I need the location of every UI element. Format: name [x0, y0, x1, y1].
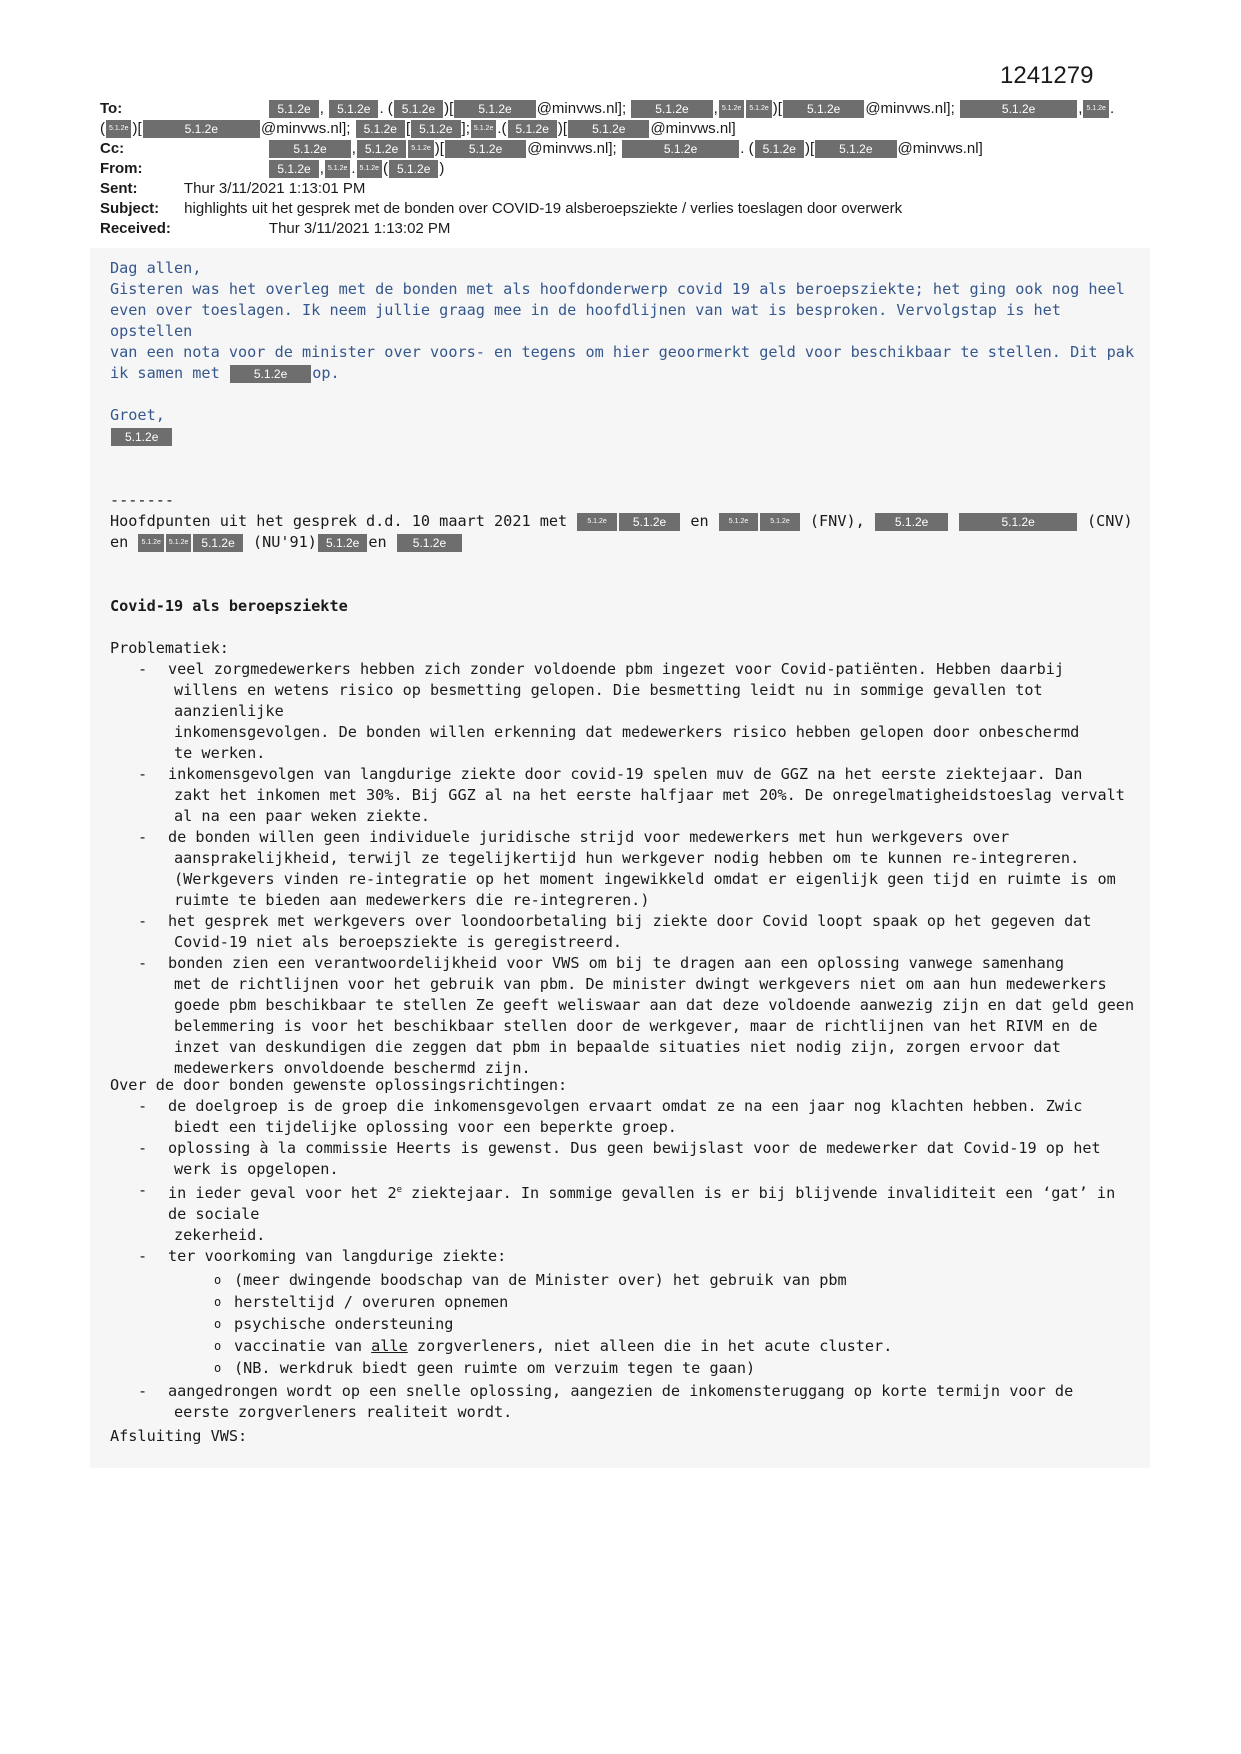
list-item: - in ieder geval voor het 2e ziektejaar. In sommige gevallen is er bij blijvende invaliditeit een ‘gat’ in de sociale zekerheid. [168, 1180, 1140, 1246]
problematiek-label: Problematiek: [110, 639, 229, 657]
sub-list-item: o (NB. werkdruk biedt geen ruimte om verzuim tegen te gaan) [234, 1357, 1140, 1379]
to-line-continued: ( 5.1.2e )[ 5.1.2e @minvws.nl]; 5.1.2e [ 5.1.2e ]; 5.1.2e .( 5.1.2e )[ 5.1.2e @minvws.nl] [100, 120, 736, 137]
hoofdpunten-text: en [690, 512, 709, 530]
intro-line: Gisteren was het overleg met de bonden met als hoofdonderwerp covid 19 als beroepsziekte; het ging ook nog heel [110, 280, 1125, 298]
separator: ------- [110, 491, 175, 509]
redaction: 5.1.2e [193, 534, 242, 552]
hoofdpunten-line [110, 532, 1140, 553]
redaction: 5.1.2e [357, 140, 406, 158]
to-line: To: 5.1.2e , 5.1.2e . ( 5.1.2e )[ 5.1.2e @minvws.nl]; 5.1.2e , 5.1.2e 5.1.2e )[ 5.1.2e @minvws.nl]; 5.1.2e , 5.1.2e . [100, 100, 1115, 117]
redaction: 5.1.2e [783, 100, 864, 118]
redaction: 5.1.2e [269, 140, 350, 158]
redaction: 5.1.2e [394, 100, 443, 118]
intro-text: op. [312, 364, 340, 382]
hoofdpunten-text: Hoofdpunten uit het gesprek d.d. 10 maart 2021 met [110, 512, 568, 530]
hoofdpunten-text: (FNV), [809, 512, 865, 530]
hoofdpunten-line [110, 511, 1140, 532]
hoofdpunten-text: en [368, 533, 387, 551]
redaction: 5.1.2e [411, 120, 460, 138]
list-item: - bonden zien een verantwoordelijkheid voor VWS om bij te dragen aan een oplossing vanwege samenhang met de richtlijnen voor het gebruik van pbm. De minister dwingt werkgevers niet om aan hun medewerkers goede pbm beschikbaar te stellen Ze geeft weliswaar aan dat deze voldoende aanwezig zijn en dat geld geen belemmering is voor het beschikbaar stellen door de werkgever, maar de richtlijnen van het RIVM en de inzet van deskundigen die zeggen dat pbm in bepaalde situaties niet nodig zijn, zorgen ervoor dat medewerkers onvoldoende beschermd zijn. [168, 953, 1140, 1079]
list-item: - oplossing à la commissie Heerts is gewenst. Dus geen bewijslast voor de medewerker dat Covid-19 op het werk is opgelopen. [168, 1138, 1140, 1180]
list-item: - het gesprek met werkgevers over loondoorbetaling bij ziekte door Covid loopt spaak op het gegeven dat Covid-19 niet als beroepsziekte is geregistreerd. [168, 911, 1140, 953]
received-label: Received: [100, 220, 171, 237]
sent-label: Sent: [100, 180, 138, 197]
email-domain: @minvws.nl] [897, 140, 983, 157]
email-domain: @minvws.nl]; [527, 140, 617, 157]
intro-line [110, 363, 1140, 384]
sent-value: Thur 3/11/2021 1:13:01 PM [183, 180, 366, 197]
redaction: 5.1.2e [356, 120, 405, 138]
redaction: 5.1.2e [166, 534, 191, 552]
closing: Groet, [110, 406, 165, 424]
list-item: - inkomensgevolgen van langdurige ziekte door covid-19 spelen muv de GGZ na het eerste ziektejaar. Dan zakt het inkomen met 30%. Bij GGZ al na het eerste halfjaar met 20%. De onregelmatigheidstoeslag vervalt al na een paar weken ziekte. [168, 764, 1140, 827]
redaction: 5.1.2e [325, 160, 350, 178]
redaction: 5.1.2e [622, 140, 739, 158]
hoofdpunten-text: (NU'91) [252, 533, 317, 551]
redaction: 5.1.2e [875, 513, 948, 531]
redaction: 5.1.2e [755, 140, 804, 158]
redaction: 5.1.2e [111, 428, 172, 446]
redaction: 5.1.2e [815, 140, 896, 158]
redaction: 5.1.2e [631, 100, 712, 118]
redaction: 5.1.2e [508, 120, 557, 138]
redaction: 5.1.2e [269, 100, 318, 118]
list-item: - de bonden willen geen individuele juridische strijd voor medewerkers met hun werkgevers over aansprakelijkheid, terwijl ze tegelijkertijd hun werkgever nodig hebben om te kunnen re-integreren. (Werkgevers vinden re-integratie op het moment ingewikkeld omdat er eigenlijk geen tijd en ruimte is om ruimte te bieden aan medewerkers die re-integreren.) [168, 827, 1140, 911]
redaction: 5.1.2e [397, 534, 462, 552]
redaction: 5.1.2e [445, 140, 526, 158]
received-line [100, 220, 450, 237]
cc-label: Cc: [100, 140, 125, 157]
redaction: 5.1.2e [357, 160, 382, 178]
intro-text: ik samen met [110, 364, 220, 382]
cc-line: Cc: 5.1.2e , 5.1.2e 5.1.2e )[ 5.1.2e @minvws.nl]; 5.1.2e . ( 5.1.2e )[ 5.1.2e @minvws.nl] [100, 140, 983, 157]
email-domain: @minvws.nl] [650, 120, 736, 137]
sub-list-item: o hersteltijd / overuren opnemen [234, 1291, 1140, 1313]
intro-block [110, 258, 1140, 447]
redaction: 5.1.2e [329, 100, 378, 118]
document-number: 1241279 [1000, 62, 1094, 89]
redaction: 5.1.2e [960, 100, 1077, 118]
hoofdpunten-block [110, 490, 1140, 553]
redaction: 5.1.2e [143, 120, 260, 138]
greeting: Dag allen, [110, 259, 202, 277]
subject-value: highlights uit het gesprek met de bonden over COVID-19 alsberoepsziekte / verlies toeslagen door overwerk [184, 200, 903, 217]
redaction: 5.1.2e [568, 120, 649, 138]
email-domain: @minvws.nl]; [261, 120, 351, 137]
sub-list [168, 1269, 1140, 1379]
redaction: 5.1.2e [959, 513, 1076, 531]
from-label: From: [100, 160, 143, 177]
to-label: To: [100, 100, 123, 117]
oplossingen-list [110, 1096, 1140, 1423]
problematiek-block [110, 638, 1140, 1079]
sub-list-item: o (meer dwingende boodschap van de Minister over) het gebruik van pbm [234, 1269, 1140, 1291]
intro-line: van een nota voor de minister over voors- en tegens om hier geoormerkt geld voor beschikbaar te stellen. Dit pak [110, 343, 1135, 361]
redaction: 5.1.2e [577, 513, 616, 531]
hoofdpunten-text: en [110, 533, 129, 551]
problematiek-list [110, 659, 1140, 1079]
list-item: - ter voorkoming van langdurige ziekte: o (meer dwingende boodschap van de Minister over) het gebruik van pbm o hersteltijd / overuren opnemen o psychische ondersteuning o vaccinatie van alle zorgverleners, niet alleen die in het acute cluster. o (NB. werkdruk biedt geen ruimte om verzuim tegen te gaan) [168, 1246, 1140, 1379]
received-value: Thur 3/11/2021 1:13:02 PM [268, 220, 451, 237]
redaction: 5.1.2e [746, 100, 771, 118]
oplossingen-label: Over de door bonden gewenste oplossingsrichtingen: [110, 1076, 568, 1094]
list-item: - de doelgroep is de groep die inkomensgevolgen ervaart omdat ze na een jaar nog klachten hebben. Zwic biedt een tijdelijke oplossing voor een beperkte groep. [168, 1096, 1140, 1138]
redaction: 5.1.2e [719, 513, 758, 531]
subject-line [100, 200, 902, 217]
from-line: From: 5.1.2e , 5.1.2e . 5.1.2e ( 5.1.2e ) [100, 160, 445, 177]
redaction: 5.1.2e [619, 513, 680, 531]
hoofdpunten-text: (CNV) [1086, 512, 1133, 530]
redaction: 5.1.2e [106, 120, 131, 138]
redaction: 5.1.2e [389, 160, 438, 178]
email-domain: @minvws.nl]; [536, 100, 627, 117]
intro-line: even over toeslagen. Ik neem jullie graag mee in de hoofdlijnen van wat is besproken. Vervolgstap is het opstellen [110, 301, 1061, 340]
sent-line [100, 180, 365, 197]
redaction: 5.1.2e [230, 365, 311, 383]
redaction: 5.1.2e [471, 120, 496, 138]
sub-list-item: o vaccinatie van alle zorgverleners, niet alleen die in het acute cluster. [234, 1335, 1140, 1357]
list-item: - veel zorgmedewerkers hebben zich zonder voldoende pbm ingezet voor Covid-patiënten. Hebben daarbij willens en wetens risico op besmetting gelopen. Die besmetting leidt nu in sommige gevallen tot aanzienlijke inkomensgevolgen. De bonden willen erkenning dat medewerkers risico hebben gelopen door onbeschermd te werken. [168, 659, 1140, 764]
list-item: - aangedrongen wordt op een snelle oplossing, aangezien de inkomensteruggang op korte termijn voor de eerste zorgverleners realiteit wordt. [168, 1381, 1140, 1423]
redaction: 5.1.2e [760, 513, 799, 531]
redaction: 5.1.2e [454, 100, 535, 118]
redaction: 5.1.2e [719, 100, 744, 118]
redaction: 5.1.2e [408, 140, 433, 158]
oplossingen-block [110, 1075, 1140, 1423]
section-title: Covid-19 als beroepsziekte [110, 597, 348, 615]
subject-label: Subject: [100, 200, 160, 217]
redaction: 5.1.2e [1083, 100, 1108, 118]
redaction: 5.1.2e [138, 534, 163, 552]
redaction: 5.1.2e [269, 160, 318, 178]
afsluiting-label: Afsluiting VWS: [110, 1427, 248, 1445]
email-domain: @minvws.nl]; [865, 100, 955, 117]
redaction: 5.1.2e [318, 534, 367, 552]
sub-list-item: o psychische ondersteuning [234, 1313, 1140, 1335]
